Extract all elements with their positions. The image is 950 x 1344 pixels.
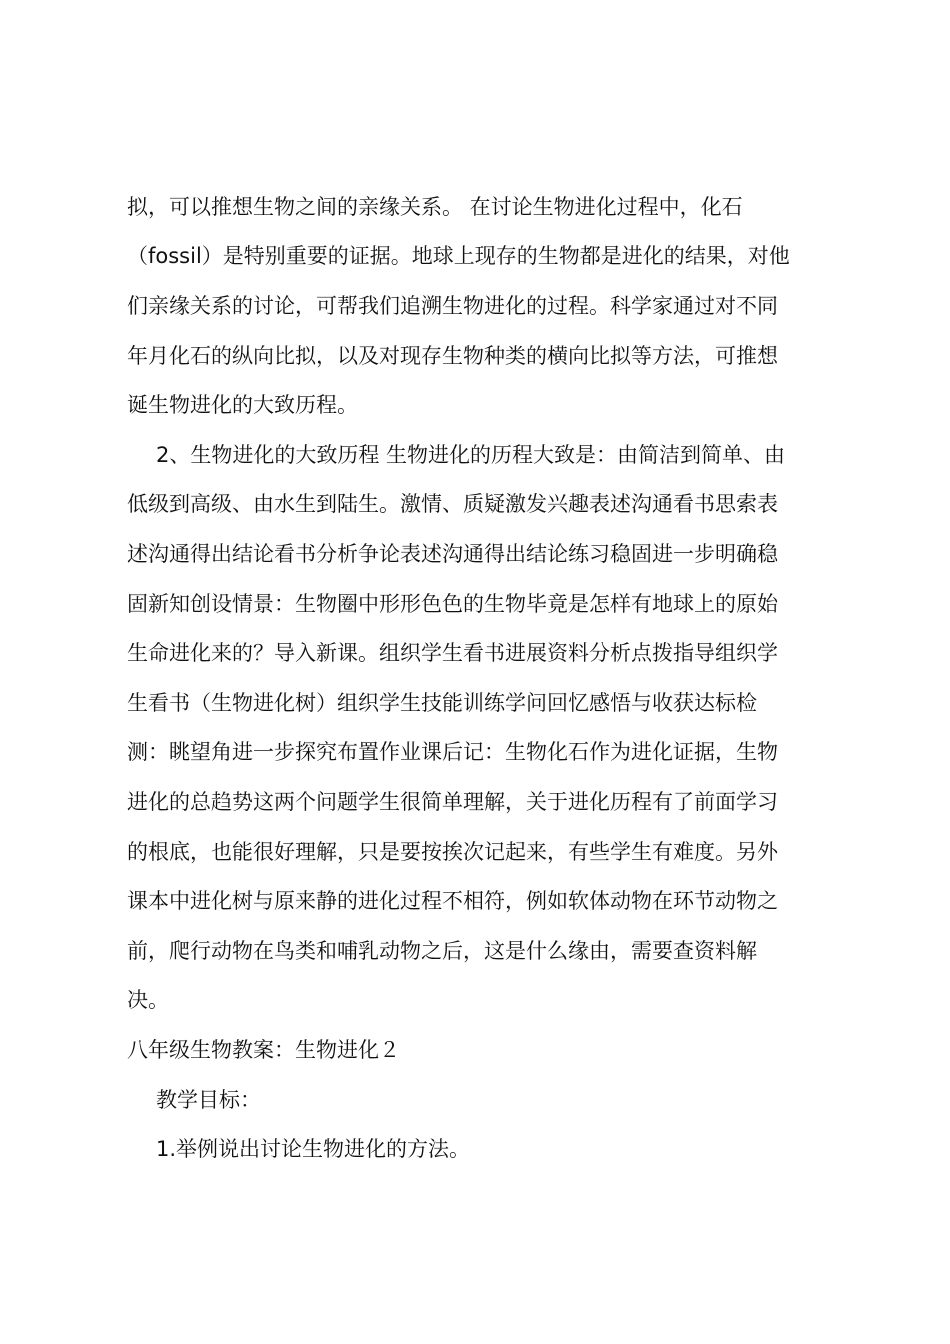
- paragraph-1-line-5: 诞生物进化的大致历程。: [127, 393, 358, 417]
- paragraph-1-line-3: 们亲缘关系的讨论，可帮我们追溯生物进化的过程。科学家通过对不同: [127, 294, 778, 318]
- paragraph-2-line-7: 测：眺望角进一步探究布置作业课后记：生物化石作为进化证据，生物: [127, 740, 778, 764]
- paragraph-2-line-5: 生命进化来的？导入新课。组织学生看书进展资料分析点拨指导组织学: [127, 641, 778, 665]
- objectives-label: 教学目标：: [156, 1088, 261, 1112]
- objective-item-1: 1.举例说出讨论生物进化的方法。: [156, 1137, 471, 1161]
- paragraph-2-line-3: 述沟通得出结论看书分析争论表述沟通得出结论练习稳固进一步明确稳: [127, 542, 778, 566]
- paragraph-2-line-8: 进化的总趋势这两个问题学生很简单理解，关于进化历程有了前面学习: [127, 790, 778, 814]
- paragraph-2-line-11: 前，爬行动物在鸟类和哺乳动物之后，这是什么缘由，需要查资料解: [127, 939, 757, 963]
- paragraph-2-line-10: 课本中进化树与原来静的进化过程不相符，例如软体动物在环节动物之: [127, 889, 778, 913]
- section-title: 八年级生物教案：生物进化２: [127, 1038, 400, 1062]
- paragraph-2-line-6: 生看书（生物进化树）组织学生技能训练学问回忆感悟与收获达标检: [127, 691, 757, 715]
- paragraph-1-line-4: 年月化石的纵向比拟，以及对现存生物种类的横向比拟等方法，可推想: [127, 344, 778, 368]
- paragraph-2-line-9: 的根底，也能很好理解，只是要按挨次记起来，有些学生有难度。另外: [127, 840, 778, 864]
- paragraph-1-line-2: （fossil）是特别重要的证据。地球上现存的生物都是进化的结果，对他: [127, 244, 790, 268]
- paragraph-2-line-12: 决。: [127, 988, 169, 1012]
- paragraph-1-line-1: 拟，可以推想生物之间的亲缘关系。 在讨论生物进化过程中，化石: [127, 195, 743, 219]
- paragraph-2-line-4: 固新知创设情景：生物圈中形形色色的生物毕竟是怎样有地球上的原始: [127, 592, 778, 616]
- paragraph-2-line-2: 低级到高级、由水生到陆生。激情、质疑激发兴趣表述沟通看书思索表: [127, 492, 778, 516]
- paragraph-2-line-1: 2、生物进化的大致历程 生物进化的历程大致是：由简洁到简单、由: [156, 443, 786, 467]
